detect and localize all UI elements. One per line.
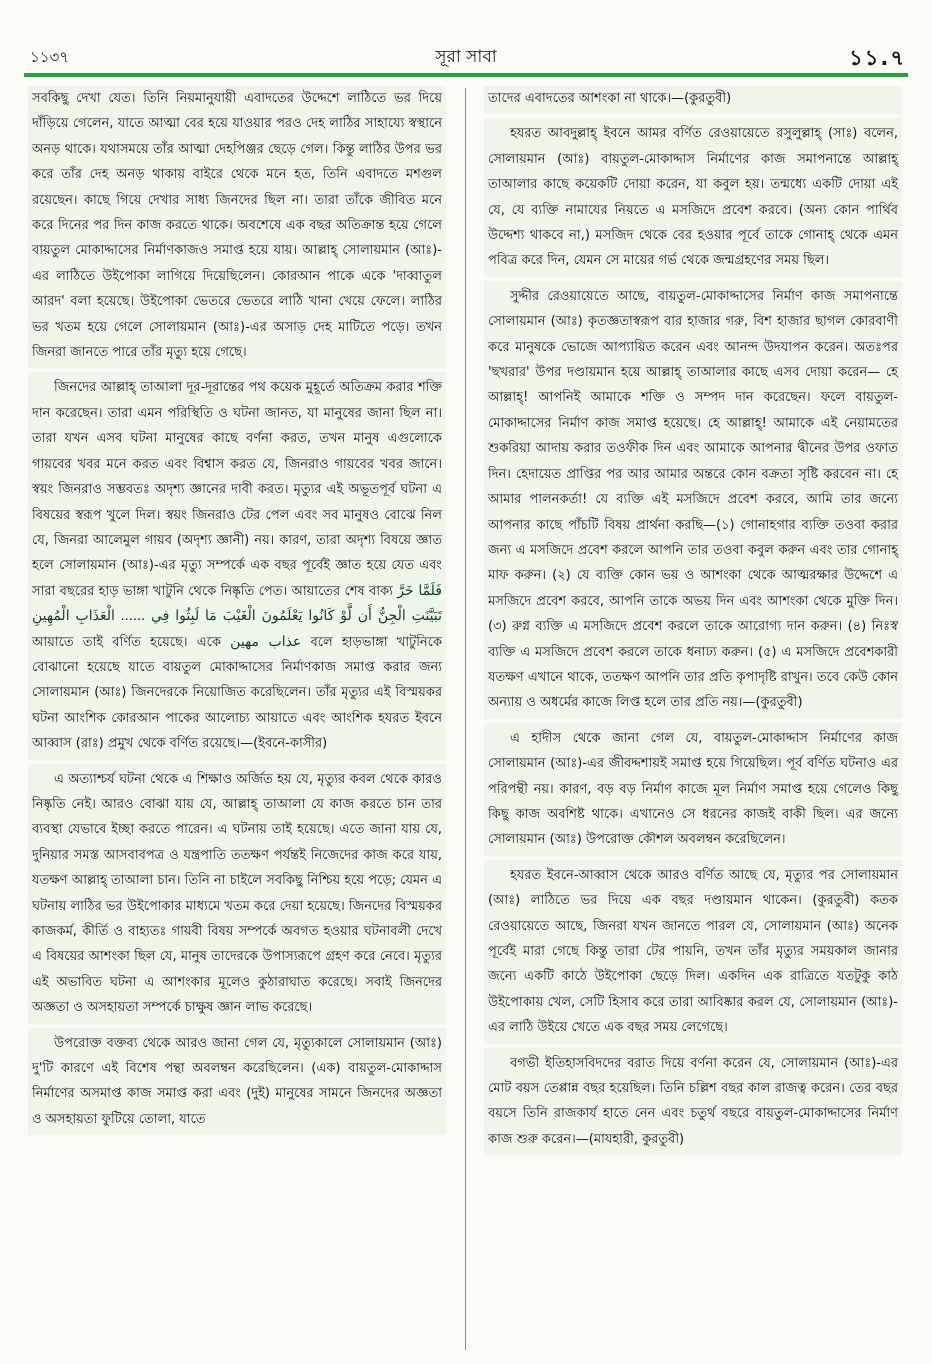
left-column xyxy=(28,86,446,1348)
right-paragraph-4: এ হাদীস থেকে জানা গেল যে, বায়তুল-মোকাদ্দাস নির্মাণের কাজ সোলায়মান (আঃ)-এর জীবদ্দশায়ই সমাপ্ত হয়ে গিয়েছিল। পূর্ব বর্ণিত ঘটনাও এর পরিপন্থী নয়। কারণ, বড় বড় নির্মাণ কাজে মূল নির্মাণ সমাপ্ত হয়ে গেলেও কিছু কিছু কাজ অবশিষ্ট থাকে। এখানেও সে ধরনের কাজই বাকী ছিল। এর জন্যে সোলায়মান (আঃ) উপরোক্ত কৌশল অবলম্বন করেছিলেন। xyxy=(484,723,902,856)
header-rule xyxy=(24,73,908,77)
right-paragraph-2: হযরত আবদুল্লাহ্ ইবনে আমর বর্ণিত রেওয়ায়েতে রসুলুল্লাহ্ (সাঃ) বলেন, সোলায়মান (আঃ) বায়তুল-মোকাদ্দাস নির্মাণের কাজ সমাপনান্তে আল্লাহ্ তাআলার কাছে কয়েকটি দোয়া করেন, যা কবুল হয়। তন্মধ্যে একটি দোয়া এই যে, যে ব্যক্তি নামাযের নিয়তে এ মসজিদে প্রবেশ করবে। (অন্য কোন পার্থিব উদ্দেশ্য থাকবে না,) মসজিদ থেকে বের হওয়ার পূর্বে তাকে গোনাহ্ থেকে এমন পবিত্র করে দিন, যেমন সে মায়ের গর্ভ থেকে জন্মগ্রহণের সময় ছিল। xyxy=(484,118,902,276)
arabic-ellipsis: ...... xyxy=(120,609,146,625)
right-paragraph-3: সুদ্দীর রেওয়ায়েতে আছে, বায়তুল-মোকাদ্দাসের নির্মাণ কাজ সমাপনান্তে সোলায়মান (আঃ) কৃতজ্ঞতাস্বরূপ বার হাজার গরু, বিশ হাজার ছাগল কোরবাণী করে মানুষকে ভোজে আপ্যায়িত করেন এবং আনন্দ উদযাপন করেন। অতঃপর 'ছখরার' উপর দণ্ডায়মান হয়ে আল্লাহ্ তাআলার কাছে এসব দোয়া করেন— হে আল্লাহ্! আপনিই আমাকে শক্তি ও সম্পদ দান করেছেন। ফলে বায়তুল-মোকাদ্দাসের নির্মাণ কাজ সমাপ্ত হয়েছে। হে আল্লাহ্! আমাকে এই নেয়ামতের শুকরিয়া আদায় করার তওফীক দিন এবং আমাকে আপনার দ্বীনের উপর ওফাত দিন। হেদায়েত প্রাপ্তির পর আর আমার অন্তরে কোন বক্রতা সৃষ্টি করবেন না। হে আমার পালনকর্তা! যে ব্যক্তি এই মসজিদে প্রবেশ করবে, আমি তার জন্যে আপনার কাছে পাঁচটি বিষয় প্রার্থনা করছি—(১) গোনাহগার ব্যক্তি তওবা করার জন্য এ মসজিদে প্রবেশ করলে আপনি তার তওবা কবুল করুন এবং তার গোনাহ্ মাফ করুন। (২) যে ব্যক্তি কোন ভয় ও আশংকা থেকে আত্মরক্ষার উদ্দেশে এ মসজিদে প্রবেশ করবে, আপনি তাকে অভয় দিন এবং আশংকা থেকে মুক্তি দিন। (৩) রুগ্ন ব্যক্তি এ মসজিদে প্রবেশ করলে তাকে আরোগ্য দান করুন। (৪) নিঃস্ব ব্যক্তি এ মসজিদে প্রবেশ করলে তাকে ধনাঢ্য করুন। (৫) এ মসজিদে প্রবেশকারী যতক্ষণ এখানে থাকে, ততক্ষণ আপনি তার প্রতি কৃপাদৃষ্টি রাখুন। তবে কেউ কোন অন্যায় ও অধর্মের কাজে লিপ্ত হলে তার প্রতি নয়।—(কুরতুবী) xyxy=(484,281,902,719)
page-header xyxy=(24,38,908,72)
right-paragraph-1: তাদের এবাদতের আশংকা না থাকে।—(কুরতুবী) xyxy=(484,86,902,114)
arabic-term: عذاب مهين xyxy=(230,633,302,650)
column-divider xyxy=(465,88,466,1350)
left-paragraph-4: উপরোক্ত বক্তব্য থেকে আরও জানা গেল যে, মৃত্যুকালে সোলায়মান (আঃ) দু'টি কারণে এই বিশেষ পন্থা অবলম্বন করেছিলেন। (এক) বায়তুল-মোকাদ্দাস নির্মাণের অসমাপ্ত কাজ সমাপ্ত করা এবং (দুই) মানুষের সামনে জিনদের অজ্ঞতা ও অসহায়তা ফুটিয়ে তোলা, যাতে xyxy=(28,1028,446,1136)
arabic-verse-1: فَلَمَّا خَرَّ تَبَيَّنَتِ الْجِنُّ أَن لَّوْ كَانُوا يَعْلَمُونَ الْغَيْبَ مَا لَبِثُوا فِي xyxy=(150,582,442,625)
left-paragraph-2-tail-a: আয়াতে তাই বর্ণিত হয়েছে। একে xyxy=(32,634,221,650)
page-number-left: ১১৩৭ xyxy=(30,48,69,66)
left-paragraph-1: সবকিছু দেখা যেত। তিনি নিয়মানুযায়ী এবাদতের উদ্দেশে লাঠিতে ভর দিয়ে দাঁড়িয়ে গেলেন, যাতে আত্মা বের হয়ে যাওয়ার পরও দেহ লাঠির সাহায্যে স্বস্থানে অনড় থাকে। যথাসময়ে তাঁর আত্মা দেহপিঞ্জর ছেড়ে গেল। কিন্তু লাঠির উপর ভর করে তাঁর দেহ অনড় থাকায় বাইরে থেকে মনে হত, তিনি এবাদতে মশগুল রয়েছেন। কাছে গিয়ে দেখার সাধ্য জিনদের ছিল না। তারা তাঁকে জীবিত মনে করে দিনের পর দিন কাজ করতে থাকে। অবশেষে এক বছর অতিক্রান্ত হয়ে গেলে বায়তুল মোকাদ্দাসের নির্মাণকাজও সমাপ্ত হয়ে যায়। আল্লাহ্ সোলায়মান (আঃ)-এর লাঠিতে উইপোকা লাগিয়ে দিয়েছিলেন। কোরআন পাকে একে 'দাব্বাতুল আরদ' বলা হয়েছে। উইপোকা ভেতরে ভেতরে লাঠি খানা খেয়ে ফেলে। লাঠির ভর খতম হয়ে গেলে সোলায়মান (আঃ)-এর অসাড় দেহ মাটিতে পড়ে। তখন জিনরা জানতে পারে তাঁর মৃত্যু হয়ে গেছে। xyxy=(28,86,446,368)
left-paragraph-2 xyxy=(28,372,446,759)
left-paragraph-2-text: জিনদের আল্লাহ্ তাআলা দূর-দূরান্তের পথ কয়েক মুহূর্তে অতিক্রম করার শক্তি দান করেছেন। তারা এমন পরিস্থিতি ও ঘটনা জানত, যা মানুষের জানা ছিল না। তারা যখন এসব ঘটনা মানুষের কাছে বর্ণনা করত, তখন মানুষ এগুলোকে গায়বের খবর মনে করত এবং বিশ্বাস করত যে, জিনরাও গায়বের খবর জানে। স্বয়ং জিনরাও সম্ভবতঃ অদৃশ্য জ্ঞানের দাবী করত। মৃত্যুর এই অভূতপূর্ব ঘটনা এ বিষয়ের স্বরূপ খুলে দিল। স্বয়ং জিনরাও টের পেল এবং সব মানুষও বোঝে নিল যে, জিনরা আলেমুল গায়ব (অদৃশ্য জ্ঞানী) নয়। কারণ, তারা অদৃশ্য বিষয়ে জ্ঞাত হলে সোলায়মান (আঃ)-এর মৃত্যু সম্পর্কে এক বছর পূর্বেই জ্ঞাত হয়ে যেত এবং সারা বছরের হাড় ভাঙ্গা খাটুনি থেকে নিষ্কৃতি পেত। আয়াতের শেষ বাক্য xyxy=(32,380,442,599)
right-paragraph-6: বগভী ইতিহাসবিদদের বরাত দিয়ে বর্ণনা করেন যে, সোলায়মান (আঃ)-এর মোট বয়স তেপ্পান্ন বছর হয়েছিল। তিনি চল্লিশ বছর কাল রাজত্ব করেন। তের বছর বয়সে তিনি রাজকার্য হাতে নেন এবং চতুর্থ বছরে বায়তুল-মোকাদ্দাসের নির্মাণ কাজ শুরু করেন।—(মাযহারী, কুরতুবী) xyxy=(484,1048,902,1156)
arabic-verse-2: الْعَذَابِ الْمُهِينِ xyxy=(32,608,115,625)
left-paragraph-2-tail-b: বলে হাড়ভাঙ্গা খাটুনিকে বোঝানো হয়েছে যাতে বায়তুল মোকাদ্দাসের নির্মাণকাজ সমাপ্ত করার জন্য সোলায়মান (আঃ) জিনদেরকে নিয়োজিত করেছিলেন। তাঁর মৃত্যুর এই বিস্ময়কর ঘটনা আংশিক কোরআন পাকের আলোচ্য আয়াতে এবং আংশিক হযরত ইবনে আব্বাস (রাঃ) প্রমুখ থেকে বর্ণিত রয়েছে।—(ইবনে-কাসীর) xyxy=(32,634,442,752)
right-column xyxy=(484,86,902,1348)
left-paragraph-3: এ অত্যাশ্চর্য ঘটনা থেকে এ শিক্ষাও অর্জিত হয় যে, মৃত্যুর কবল থেকে কারও নিষ্কৃতি নেই। আরও বোঝা যায় যে, আল্লাহ্ তাআলা যে কাজ করতে চান তার ব্যবস্থা যেভাবে ইচ্ছা করতে পারেন। এ ঘটনায় তাই হয়েছে। এতে জানা যায় যে, দুনিয়ার সমস্ত আসবাবপত্র ও যন্ত্রপাতি ততক্ষণ পর্যন্তই নিজেদের কাজ করে যায়, যতক্ষণ আল্লাহ্ তাআলা চান। তিনি না চাইলে সবকিছু নিশ্চিয় হয়ে পড়ে; যেমন এ ঘটনায় লাঠির ভর উইপোকার মাধ্যমে খতম করে দেয়া হয়েছে। জিনদের বিস্ময়কর কাজকর্ম, কীর্তি ও বাহ্যতঃ গায়বী বিষয় সম্পর্কে অবগত হওয়ার ঘটনাবলী দেখে এ বিষয়ের আশংকা ছিল যে, মানুষ তাদেরকে উপাস্যরূপে গ্রহণ করে নেবে। মৃত্যুর এই অভাবিত ঘটনা এ আশংকার মূলেও কুঠারাঘাত করেছে। সবাই জিনদের অজ্ঞতা ও অসহায়তা সম্পর্কে চাক্ষুষ জ্ঞান লাভ করেছে। xyxy=(28,764,446,1024)
page-number-right: ১১.৭ xyxy=(849,46,906,70)
right-paragraph-5: হযরত ইবনে-আব্বাস থেকে আরও বর্ণিত আছে যে, মৃত্যুর পর সোলায়মান (আঃ) লাঠিতে ভর দিয়ে এক বছর দণ্ডায়মান থাকেন। (কুরতুবী) কতক রেওয়ায়েতে আছে, জিনরা যখন জানতে পারল যে, সোলায়মান (আঃ) অনেক পূর্বেই মারা গেছে কিন্তু তারা টের পায়নি, তখন তাঁর মৃত্যুর সময়কাল জানার জন্যে একটি কাঠে উইপোকা ছেড়ে দিল। একদিন এক রাত্রিতে যতটুকু কাঠ উইপোকায় খেল, সেটি হিসাব করে তারা আবিষ্কার করল যে, সোলায়মান (আঃ)-এর লাঠি উইয়ে খেতে এক বছর সময় লেগেছে। xyxy=(484,860,902,1044)
surah-title: সূরা সাবা xyxy=(435,47,497,67)
